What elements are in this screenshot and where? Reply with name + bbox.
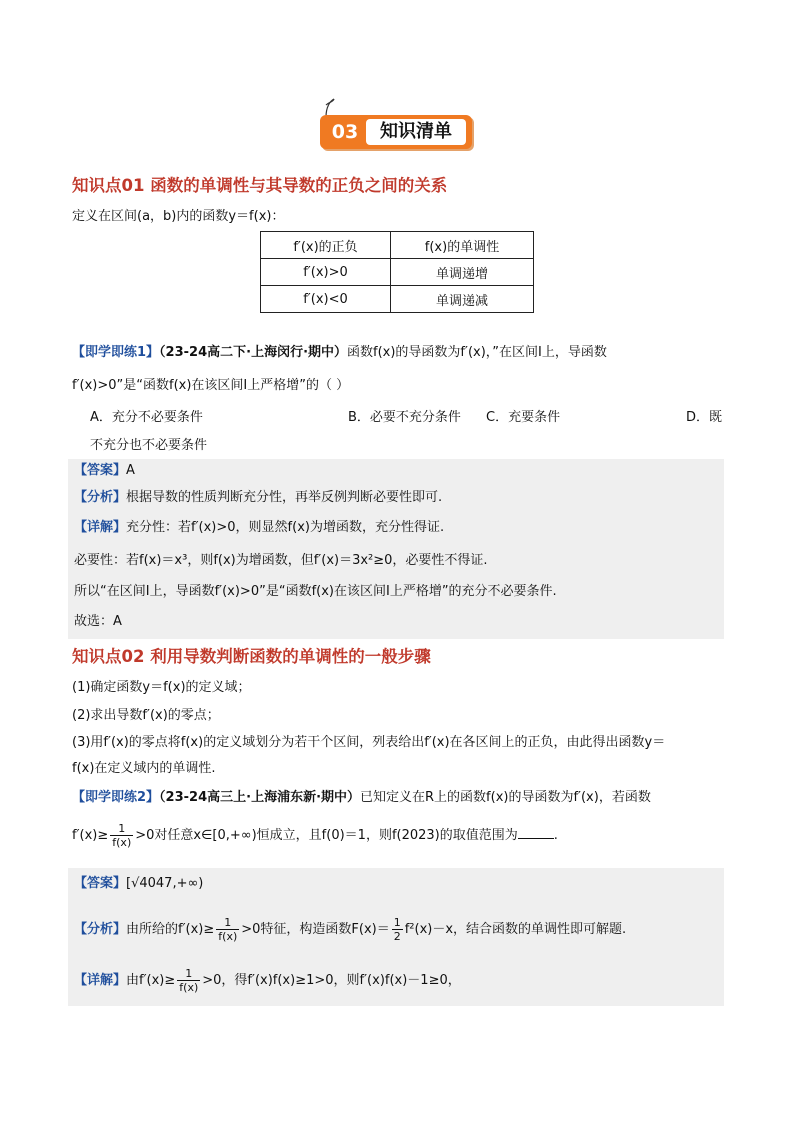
ex2-analysis xyxy=(74,916,626,943)
fraction-denominator: f(x) xyxy=(218,930,238,943)
ex1-option-b: B．必要不充分条件 xyxy=(348,410,461,425)
analysis-label: 【分析】 xyxy=(74,490,127,505)
fraction xyxy=(110,822,133,849)
ex1-source: （23-24高二下·上海闵行·期中） xyxy=(159,345,348,360)
ex2-q-part-a: f′(x)≥ xyxy=(72,828,109,843)
ex1-question-line2: f′(x)>0”是“函数f(x)在该区间I上严格增”的（ ） xyxy=(72,378,350,393)
ex1-answer xyxy=(74,461,135,481)
ex2-source: （23-24高三上·上海浦东新·期中） xyxy=(159,790,361,805)
fraction-numerator: 1 xyxy=(110,822,133,836)
kp1-title: 知识点01 函数的单调性与其导数的正负之间的关系 xyxy=(72,176,448,195)
ex2-detail xyxy=(74,967,461,994)
table-row xyxy=(261,259,534,286)
table-row xyxy=(261,286,534,313)
banner-box xyxy=(320,115,472,149)
answer-value: A xyxy=(126,463,135,478)
table-header-row xyxy=(261,232,534,259)
ex1-question-line1 xyxy=(72,343,607,363)
ex2-q-end: . xyxy=(553,828,558,843)
detail-text: 充分性：若f′(x)>0，则显然f(x)为增函数，充分性得证. xyxy=(126,520,445,535)
kp1-intro: 定义在区间(a，b)内的函数y＝f(x)： xyxy=(72,209,285,224)
kp2-step1: (1)确定函数y＝f(x)的定义域； xyxy=(72,680,251,695)
fraction-denominator: 2 xyxy=(393,930,401,943)
ex2-label: 【即学即练2】 xyxy=(72,790,160,805)
analysis-part-b: >0特征，构造函数F(x)＝ xyxy=(241,922,390,937)
kp2-step3a: (3)用f′(x)的零点将f(x)的定义域划分为若干个区间，列表给出f′(x)在各区间上的正负，由此得出函数y＝ xyxy=(72,735,666,750)
analysis-label: 【分析】 xyxy=(74,922,127,937)
ex1-label: 【即学即练1】 xyxy=(72,345,160,360)
section-banner xyxy=(320,111,474,151)
ex1-option-c: C．充要条件 xyxy=(486,410,561,425)
fraction-numerator: 1 xyxy=(177,967,200,981)
kp2-step3b: f(x)在定义域内的单调性. xyxy=(72,761,216,776)
fraction xyxy=(216,916,239,943)
table-header-cell: f′(x)的正负 xyxy=(261,232,391,259)
ex1-detail-4: 故选：A xyxy=(74,614,122,629)
banner-number: 03 xyxy=(331,121,359,143)
table-cell: 单调递增 xyxy=(391,259,534,286)
ex1-option-d: D．既 xyxy=(686,410,723,425)
ex2-q-part-b: >0对任意x∈[0,+∞)恒成立，且f(0)＝1，则f(2023)的取值范围为 xyxy=(135,828,518,843)
analysis-part-c: f²(x)－x，结合函数的单调性即可解题. xyxy=(404,922,627,937)
analysis-text: 根据导数的性质判断充分性，再举反例判断必要性即可. xyxy=(126,490,443,505)
ex1-solution-box xyxy=(68,459,724,639)
ex1-option-a: A．充分不必要条件 xyxy=(90,410,203,425)
ex2-question-line1 xyxy=(72,788,651,808)
table-cell: 单调递减 xyxy=(391,286,534,313)
detail-label: 【详解】 xyxy=(74,520,127,535)
ex1-option-d-cont: 不充分也不必要条件 xyxy=(90,438,208,453)
detail-part-a: 由f′(x)≥ xyxy=(126,973,176,988)
ex2-question-text: 已知定义在R上的函数f(x)的导函数为f′(x)，若函数 xyxy=(360,790,651,805)
fraction-numerator: 1 xyxy=(216,916,239,930)
detail-part-b: >0，得f′(x)f(x)≥1>0，则f′(x)f(x)－1≥0， xyxy=(202,973,461,988)
fraction-denominator: f(x) xyxy=(179,981,199,994)
fraction-numerator: 1 xyxy=(393,916,401,929)
ex1-analysis xyxy=(74,488,442,508)
answer-value: [√4047,+∞) xyxy=(126,876,204,891)
kp2-step2: (2)求出导数f′(x)的零点； xyxy=(72,708,220,723)
ex1-detail-2: 必要性：若f(x)＝x³，则f(x)为增函数，但f′(x)＝3x²≥0，必要性不得证. xyxy=(74,553,488,568)
answer-blank xyxy=(518,824,554,839)
detail-label: 【详解】 xyxy=(74,973,127,988)
ex1-detail-1 xyxy=(74,518,444,538)
fraction-half xyxy=(392,916,403,943)
analysis-part-a: 由所给的f′(x)≥ xyxy=(126,922,215,937)
answer-label: 【答案】 xyxy=(74,876,127,891)
monotonicity-table xyxy=(260,231,534,313)
fraction-denominator: f(x) xyxy=(112,836,132,849)
banner-text: 知识清单 xyxy=(366,119,466,145)
kp2-title: 知识点02 利用导数判断函数的单调性的一般步骤 xyxy=(72,647,431,666)
table-cell: f′(x)<0 xyxy=(261,286,391,313)
ex1-question-text: 函数f(x)的导函数为f′(x)，”在区间I上，导函数 xyxy=(347,345,607,360)
table-header-cell: f(x)的单调性 xyxy=(391,232,534,259)
ex2-answer xyxy=(74,874,203,894)
table-cell: f′(x)>0 xyxy=(261,259,391,286)
answer-label: 【答案】 xyxy=(74,463,127,478)
ex2-question-line2 xyxy=(72,822,558,849)
fraction xyxy=(177,967,200,994)
ex1-detail-3: 所以“在区间I上，导函数f′(x)>0”是“函数f(x)在该区间I上严格增”的充分不必要条件. xyxy=(74,584,557,599)
